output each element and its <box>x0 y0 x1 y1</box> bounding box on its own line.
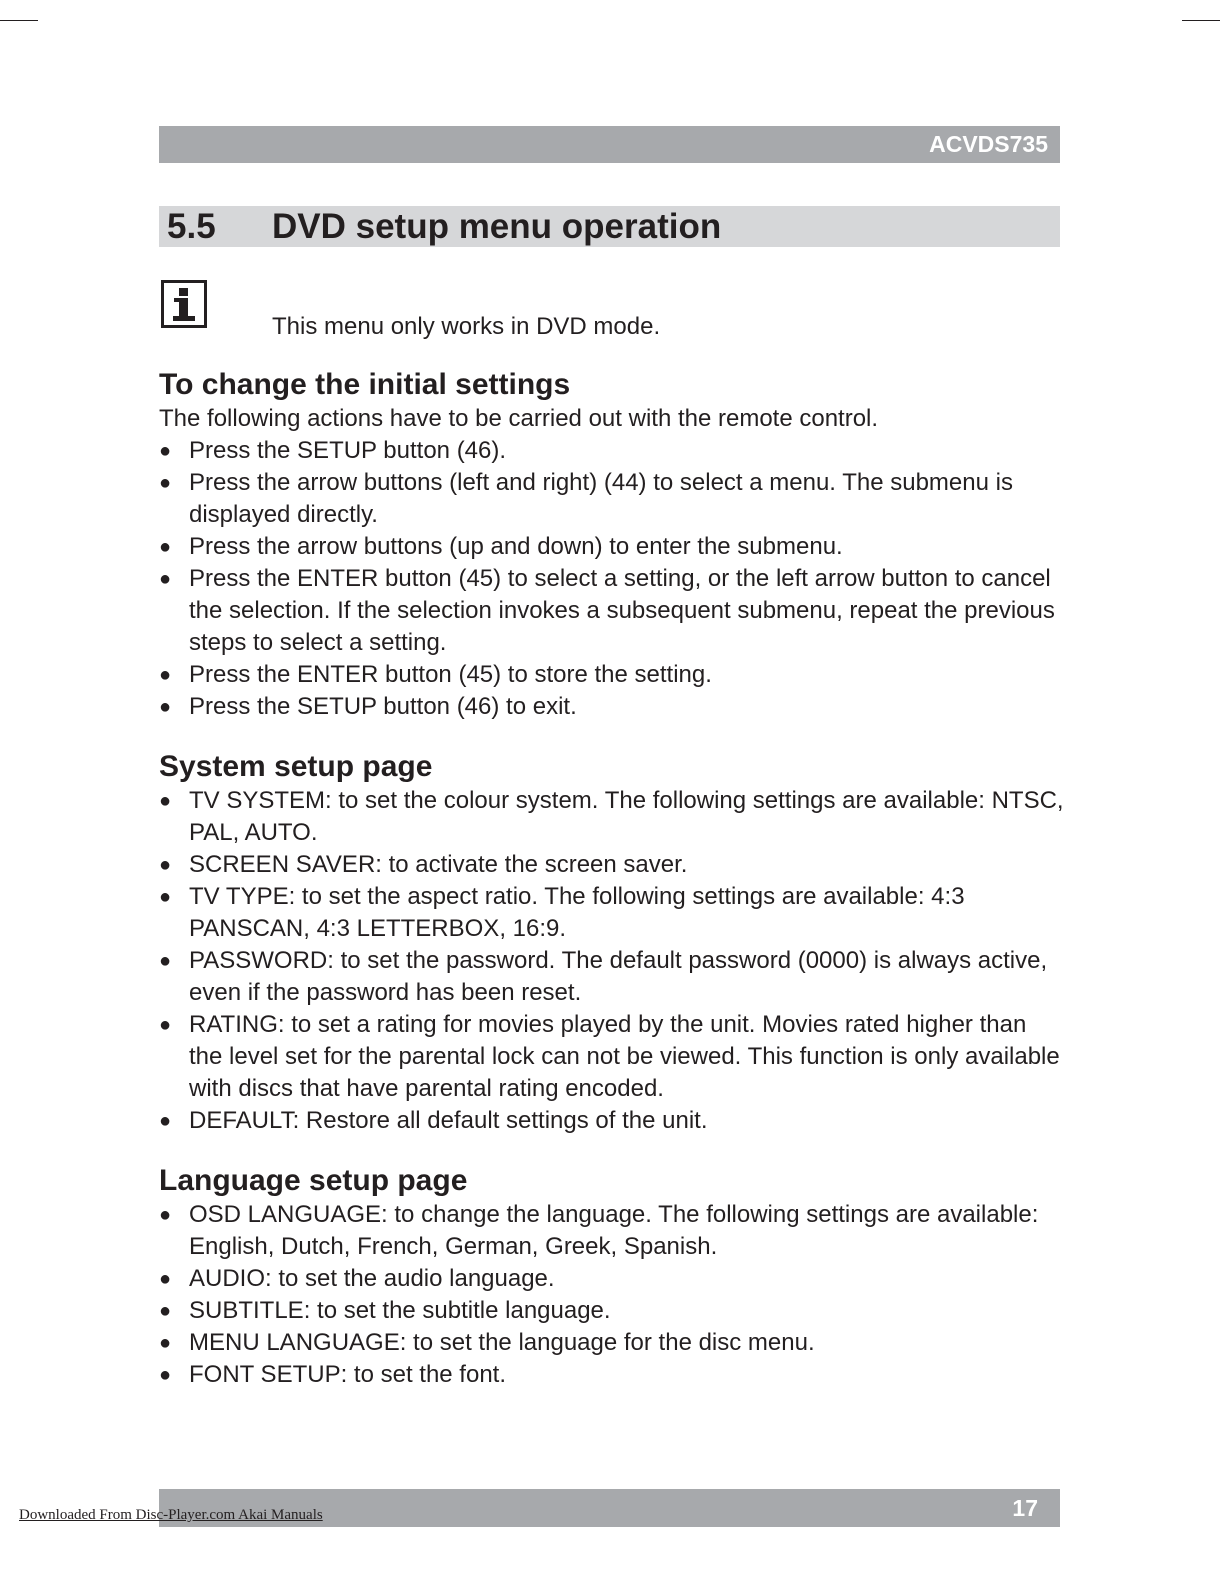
section-heading <box>159 206 1060 247</box>
page-number: 17 <box>1012 1495 1038 1521</box>
section-number: 5.5 <box>167 207 216 246</box>
list-item: ● SUBTITLE: to set the subtitle language. <box>159 1297 611 1324</box>
change-settings-intro: The following actions have to be carried out with the remote control. <box>159 405 879 432</box>
list-item: ● Press the arrow buttons (up and down) to enter the submenu. <box>159 533 843 560</box>
header-bar <box>159 126 1060 163</box>
note-text: This menu only works in DVD mode. <box>272 313 661 340</box>
list-item: ● TV SYSTEM: to set the colour system. The following settings are available: NTSC, PAL, AUTO. <box>159 787 1064 846</box>
page-content <box>159 367 1064 1391</box>
section-title: DVD setup menu operation <box>272 207 722 246</box>
list-item: ● RATING: to set a rating for movies played by the unit. Movies rated higher than the level set for the parental lock can not be viewed. This function is only available with discs that have parental rating encoded. <box>159 1011 1060 1102</box>
list-item: ● Press the SETUP button (46) to exit. <box>159 693 577 720</box>
list-item: ● FONT SETUP: to set the font. <box>159 1361 507 1388</box>
list-item: ● AUDIO: to set the audio language. <box>159 1265 555 1292</box>
crop-mark-left <box>0 20 38 21</box>
list-item: ● OSD LANGUAGE: to change the language. The following settings are available: English, Dutch, French, German, Greek, Spanish. <box>159 1201 1039 1260</box>
list-item: ● Press the ENTER button (45) to select a setting, or the left arrow button to cancel the selection. If the selection invokes a subsequent submenu, repeat the previous steps to select a setting. <box>159 565 1055 656</box>
list-item: ● Press the arrow buttons (left and right) (44) to select a menu. The submenu is displayed directly. <box>159 469 1013 528</box>
info-icon <box>161 280 207 328</box>
language-setup-list <box>159 1199 1064 1391</box>
list-item: ● SCREEN SAVER: to activate the screen saver. <box>159 851 688 878</box>
system-setup-heading: System setup page <box>159 750 433 783</box>
system-setup-list <box>159 785 1064 1137</box>
list-item: ● TV TYPE: to set the aspect ratio. The following settings are available: 4:3 PANSCAN, 4:3 LETTERBOX, 16:9. <box>159 883 965 942</box>
change-settings-heading: To change the initial settings <box>159 368 571 401</box>
download-link[interactable]: Downloaded From Disc-Player.com Akai Manuals <box>19 1507 323 1523</box>
list-item: ● DEFAULT: Restore all default settings of the unit. <box>159 1107 708 1134</box>
list-item: ● Press the ENTER button (45) to store the setting. <box>159 661 712 688</box>
list-item: ● PASSWORD: to set the password. The default password (0000) is always active, even if the password has been reset. <box>159 947 1048 1006</box>
language-setup-heading: Language setup page <box>159 1164 468 1197</box>
model-name: ACVDS735 <box>929 131 1048 157</box>
list-item: ● MENU LANGUAGE: to set the language for the disc menu. <box>159 1329 815 1356</box>
change-settings-list <box>159 435 1064 723</box>
crop-mark-right <box>1182 20 1220 21</box>
list-item: ● Press the SETUP button (46). <box>159 437 507 464</box>
